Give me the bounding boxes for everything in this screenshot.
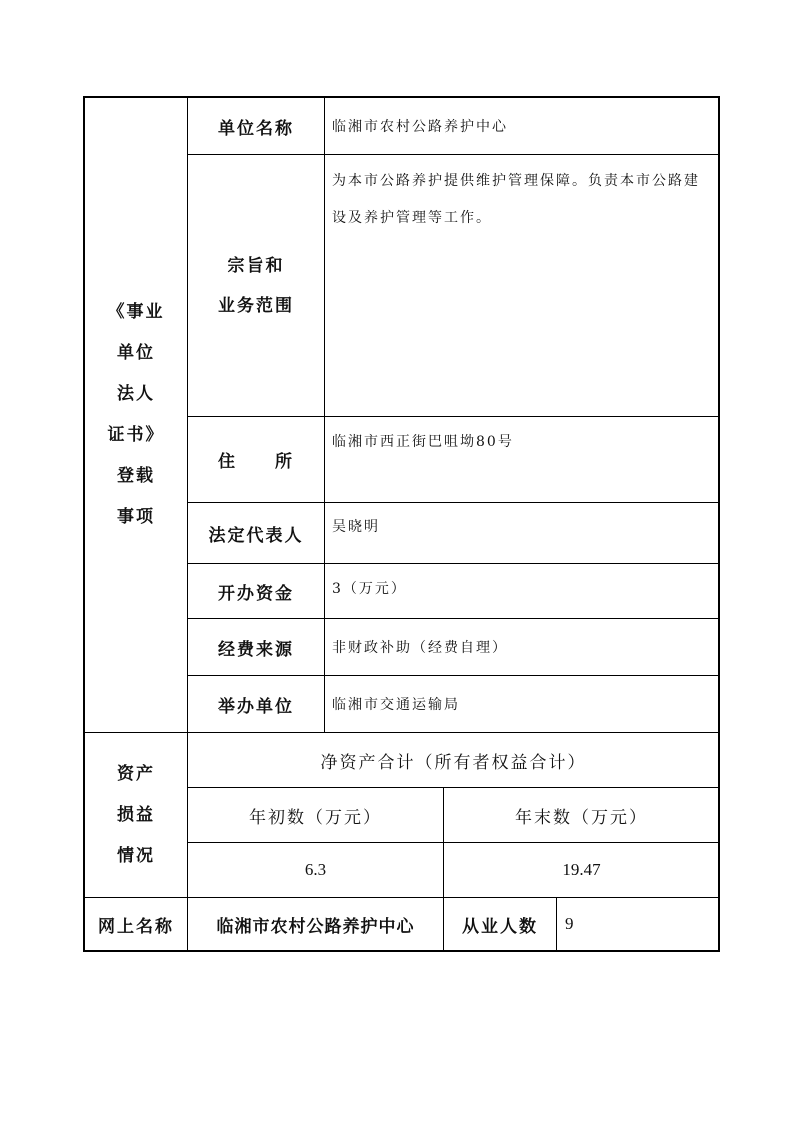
legal-rep-value: 吴晓明: [332, 519, 380, 535]
online-name-value: 临湘市农村公路养护中心: [216, 916, 415, 937]
capital-value: 3（万元）: [332, 581, 407, 597]
online-name-label: 网上名称: [98, 916, 174, 937]
funding-value: 非财政补助（经费自理）: [332, 640, 508, 656]
assets-label: 资产 损益 情况: [117, 763, 155, 866]
begin-year-label: 年初数（万元）: [249, 807, 382, 828]
purpose-label: 宗旨和 业务范围: [218, 255, 294, 316]
end-year-value: 19.47: [562, 860, 601, 879]
funding-label: 经费来源: [218, 639, 294, 660]
staff-count-label: 从业人数: [462, 916, 538, 937]
unit-name-label: 单位名称: [218, 118, 294, 139]
registration-items-title: 《事业 单位 法人 证书》 登载 事项: [107, 302, 165, 527]
sponsor-value: 临湘市交通运输局: [332, 697, 460, 713]
divider: [556, 898, 557, 952]
end-year-label: 年末数（万元）: [515, 807, 648, 828]
address-label: 住 所: [218, 452, 294, 472]
address-value: 临湘市西正街巴咀坳80号: [332, 434, 514, 450]
capital-label: 开办资金: [218, 583, 294, 604]
unit-name-value: 临湘市农村公路养护中心: [332, 119, 508, 135]
net-assets-header: 净资产合计（所有者权益合计）: [320, 752, 587, 773]
begin-year-value: 6.3: [304, 860, 327, 879]
staff-count-value: 9: [565, 914, 574, 933]
sponsor-label: 举办单位: [218, 696, 294, 717]
purpose-value: 为本市公路养护提供维护管理保障。负责本市公路建设及养护管理等工作。: [332, 173, 700, 226]
legal-rep-label: 法定代表人: [208, 525, 304, 546]
divider: [324, 96, 325, 732]
